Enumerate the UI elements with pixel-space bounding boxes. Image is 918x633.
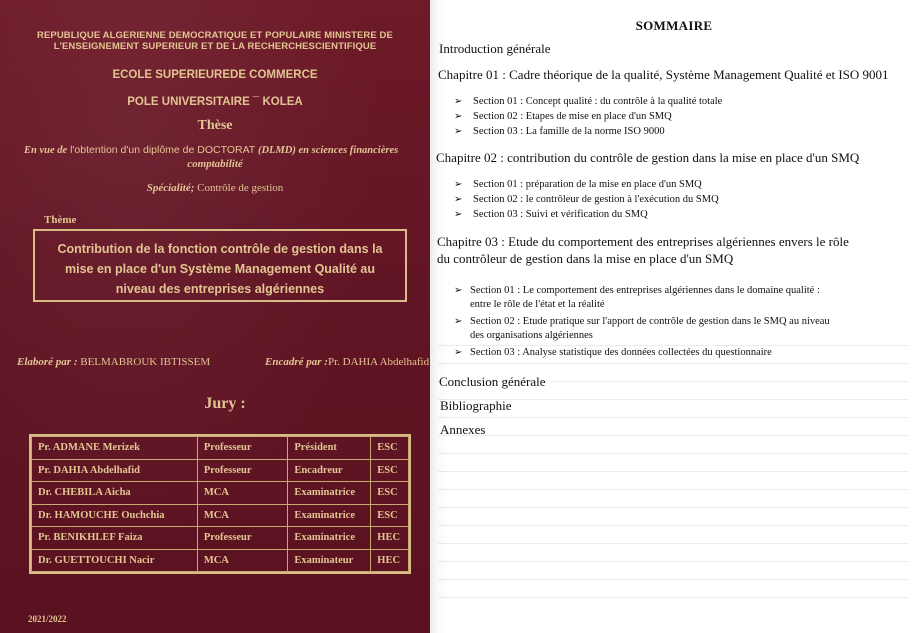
toc-chapter-3-line-1: Chapitre 03 : Etude du comportement des entreprises algériennes envers le rôle xyxy=(437,234,849,249)
theme-title-line-1: Contribution de la fonction contrôle de gestion dans la xyxy=(57,242,383,256)
supervised-by xyxy=(265,356,429,368)
jury-table xyxy=(29,434,411,574)
supervised-by-name: Pr. DAHIA Abdelhafid xyxy=(327,356,430,368)
ministry-line-2: L'ENSEIGNEMENT SUPERIEUR ET DE LA RECHERCHESCIENTIFIQUE xyxy=(53,41,377,52)
degree-line xyxy=(24,144,398,156)
toc-ch3-section-1: Section 01 : Le comportement des entreprises algériennes dans le domaine qualité : xyxy=(470,285,820,296)
toc-conclusion: Conclusion générale xyxy=(439,374,546,389)
toc-ch1-section-2: Section 02 : Etapes de mise en place d'un SMQ xyxy=(473,111,672,122)
sommaire-page xyxy=(430,0,918,633)
jury-name: Pr. BENIKHLEF Faiza xyxy=(32,527,198,550)
jury-grade: Professeur xyxy=(197,527,287,550)
toc-ch3-section-2: Section 02 : Etude pratique sur l'apport de contrôle de gestion dans le SMQ au niveau xyxy=(470,316,830,327)
jury-institution: ESC xyxy=(371,482,409,505)
jury-grade: MCA xyxy=(197,482,287,505)
prepared-by xyxy=(17,356,210,368)
jury-grade: Professeur xyxy=(197,437,287,460)
toc-ch1-section-1: Section 01 : Concept qualité : du contrôle à la qualité totale xyxy=(473,96,723,107)
pole-name: POLE UNIVERSITAIRE ¯ KOLEA xyxy=(127,96,303,108)
theme-title xyxy=(35,239,405,299)
theme-label: Thème xyxy=(44,214,77,226)
jury-row xyxy=(32,549,409,572)
specialty-line xyxy=(0,182,430,194)
degree-text: l'obtention d'un diplôme de DOCTORAT xyxy=(67,144,258,156)
jury-row xyxy=(32,504,409,527)
ministry-header xyxy=(0,30,430,52)
toc-ch2-section-3: Section 03 : Suivi et vérification du SMQ xyxy=(473,209,648,220)
arrow-bullet-icon: ➢ xyxy=(454,347,463,358)
jury-row xyxy=(32,437,409,460)
specialty-value: Contrôle de gestion xyxy=(194,182,284,194)
jury-grade: MCA xyxy=(197,504,287,527)
jury-name: Pr. ADMANE Merizek xyxy=(32,437,198,460)
arrow-bullet-icon: ➢ xyxy=(454,111,463,122)
jury-row xyxy=(32,459,409,482)
arrow-bullet-icon: ➢ xyxy=(454,179,463,190)
academic-year: 2021/2022 xyxy=(28,614,67,624)
jury-grade: MCA xyxy=(197,549,287,572)
toc-chapter-2: Chapitre 02 : contribution du contrôle de gestion dans la mise en place d'un SMQ xyxy=(436,150,860,165)
jury-name: Pr. DAHIA Abdelhafid xyxy=(32,459,198,482)
toc-annexes: Annexes xyxy=(440,422,486,437)
jury-role: Encadreur xyxy=(288,459,371,482)
degree-field: comptabilité xyxy=(187,158,243,170)
arrow-bullet-icon: ➢ xyxy=(454,285,463,296)
jury-institution: ESC xyxy=(371,504,409,527)
toc-chapter-1: Chapitre 01 : Cadre théorique de la qualité, Système Management Qualité et ISO 9001 xyxy=(438,67,889,82)
jury-institution: HEC xyxy=(371,527,409,550)
jury-role: Président xyxy=(288,437,371,460)
toc-ch2-section-1: Section 01 : préparation de la mise en place d'un SMQ xyxy=(473,179,702,190)
school-name: ECOLE SUPERIEUREDE COMMERCE xyxy=(112,69,318,81)
prepared-by-label: Elaboré par : xyxy=(17,356,78,368)
jury-institution: ESC xyxy=(371,459,409,482)
degree-prefix: En vue de xyxy=(24,145,68,156)
theme-title-line-2: mise en place d'un Système Management Qualité au xyxy=(64,262,376,276)
jury-role: Examinatrice xyxy=(288,527,371,550)
jury-institution: ESC xyxy=(371,437,409,460)
toc-chapter-3-line-2: du contrôleur de gestion dans la mise en place d'un SMQ xyxy=(437,251,734,266)
toc-ch3-section-2-cont: des organisations algériennes xyxy=(470,330,593,341)
jury-grade: Professeur xyxy=(197,459,287,482)
jury-name: Dr. HAMOUCHE Ouchchia xyxy=(32,504,198,527)
jury-row xyxy=(32,527,409,550)
toc-ch1-section-3: Section 03 : La famille de la norme ISO 9000 xyxy=(473,126,665,137)
toc-bibliography: Bibliographie xyxy=(440,398,512,413)
jury-role: Examinateur xyxy=(288,549,371,572)
jury-title: Jury : xyxy=(204,395,246,412)
theme-box xyxy=(33,229,407,302)
specialty-label: Spécialité; xyxy=(146,182,195,194)
thesis-label: Thèse xyxy=(197,118,233,133)
jury-role: Examinatrice xyxy=(288,504,371,527)
supervised-by-label: Encadré par : xyxy=(265,356,328,368)
jury-name: Dr. GUETTOUCHI Nacir xyxy=(32,549,198,572)
jury-row xyxy=(32,482,409,505)
jury-institution: HEC xyxy=(371,549,409,572)
prepared-by-name: BELMABROUK IBTISSEM xyxy=(77,356,211,368)
toc-ch2-section-2: Section 02 : le contrôleur de gestion à l'exécution du SMQ xyxy=(473,194,719,205)
arrow-bullet-icon: ➢ xyxy=(454,316,463,327)
ministry-line-1: REPUBLIQUE ALGERIENNE DEMOCRATIQUE ET POPULAIRE MINISTERE DE xyxy=(37,30,393,41)
jury-name: Dr. CHEBILA Aicha xyxy=(32,482,198,505)
arrow-bullet-icon: ➢ xyxy=(454,209,463,220)
theme-title-line-3: niveau des entreprises algériennes xyxy=(115,282,325,296)
jury-role: Examinatrice xyxy=(288,482,371,505)
thesis-cover xyxy=(0,0,430,633)
degree-suffix: (DLMD) en sciences financières xyxy=(257,145,399,156)
sommaire-title: SOMMAIRE xyxy=(635,18,713,33)
arrow-bullet-icon: ➢ xyxy=(454,96,463,107)
toc-ch3-section-3: Section 03 : Analyse statistique des données collectées du questionnaire xyxy=(470,347,772,358)
arrow-bullet-icon: ➢ xyxy=(454,194,463,205)
arrow-bullet-icon: ➢ xyxy=(454,126,463,137)
toc-ch3-section-1-cont: entre le rôle de l'état et la réalité xyxy=(470,299,605,310)
toc-introduction: Introduction générale xyxy=(439,41,551,56)
